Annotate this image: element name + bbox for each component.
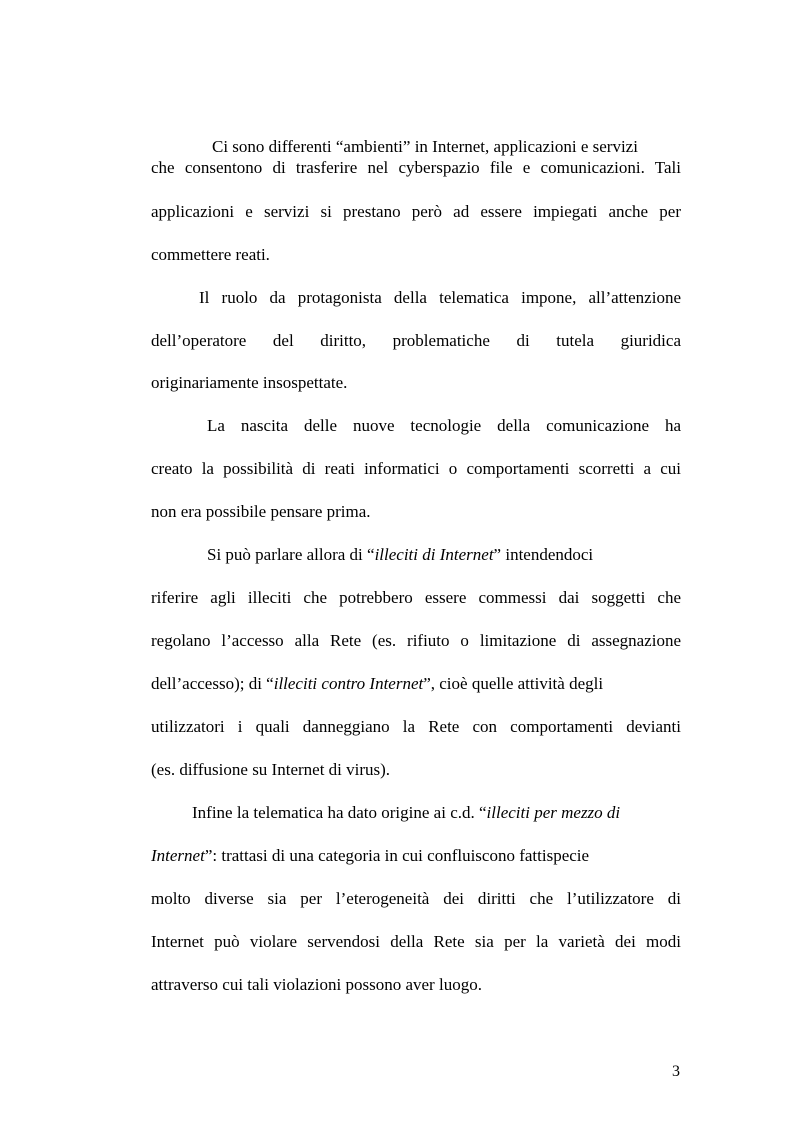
text-line: applicazioni e servizi si prestano però ad essere impiegati anche per [151, 202, 681, 221]
text-line [207, 545, 681, 565]
text-line: commettere reati. [151, 245, 270, 264]
text-line: Internet”: trattasi di una categoria in cui confluiscono fattispecie [151, 846, 590, 865]
text-line: regolano l’accesso alla Rete (es. rifiuto o limitazione di assegnazione [151, 631, 681, 650]
text-line: attraverso cui tali violazioni possono aver luogo. [151, 975, 482, 994]
text-line: riferire agli illeciti che potrebbero essere commessi dai soggetti che [151, 588, 681, 607]
text-line: non era possibile pensare prima. [151, 502, 371, 521]
page-number: 3 [672, 1063, 680, 1080]
text-line: creato la possibilità di reati informatici o comportamenti scorretti a cui [151, 459, 681, 478]
text-line: dell’accesso); di “illeciti contro Internet”, cioè quelle attività degli [151, 674, 604, 693]
text-line: Infine la telematica ha dato origine ai c.d. “illeciti per mezzo di [192, 803, 621, 822]
text-line: Il ruolo da protagonista della telematica impone, all’attenzione [199, 288, 681, 307]
text-run: Si può parlare allora di “illeciti di Internet” intendendoci [207, 545, 594, 564]
text-line: utilizzatori i quali danneggiano la Rete con comportamenti devianti [151, 717, 681, 736]
text-line: Ci sono differenti “ambienti” in Internet, applicazioni e servizi [212, 137, 638, 156]
text-line: originariamente insospettate. [151, 373, 348, 392]
text-line: dell’operatore del diritto, problematiche di tutela giuridica [151, 331, 681, 350]
text-line: Internet può violare servendosi della Rete sia per la varietà dei modi [151, 932, 681, 951]
text-line: che consentono di trasferire nel cyberspazio file e comunicazioni. Tali [151, 158, 681, 177]
text-line: molto diverse sia per l’eterogeneità dei diritti che l’utilizzatore di [151, 889, 681, 908]
text-line: La nascita delle nuove tecnologie della comunicazione ha [207, 416, 681, 435]
text-line: (es. diffusione su Internet di virus). [151, 760, 391, 779]
